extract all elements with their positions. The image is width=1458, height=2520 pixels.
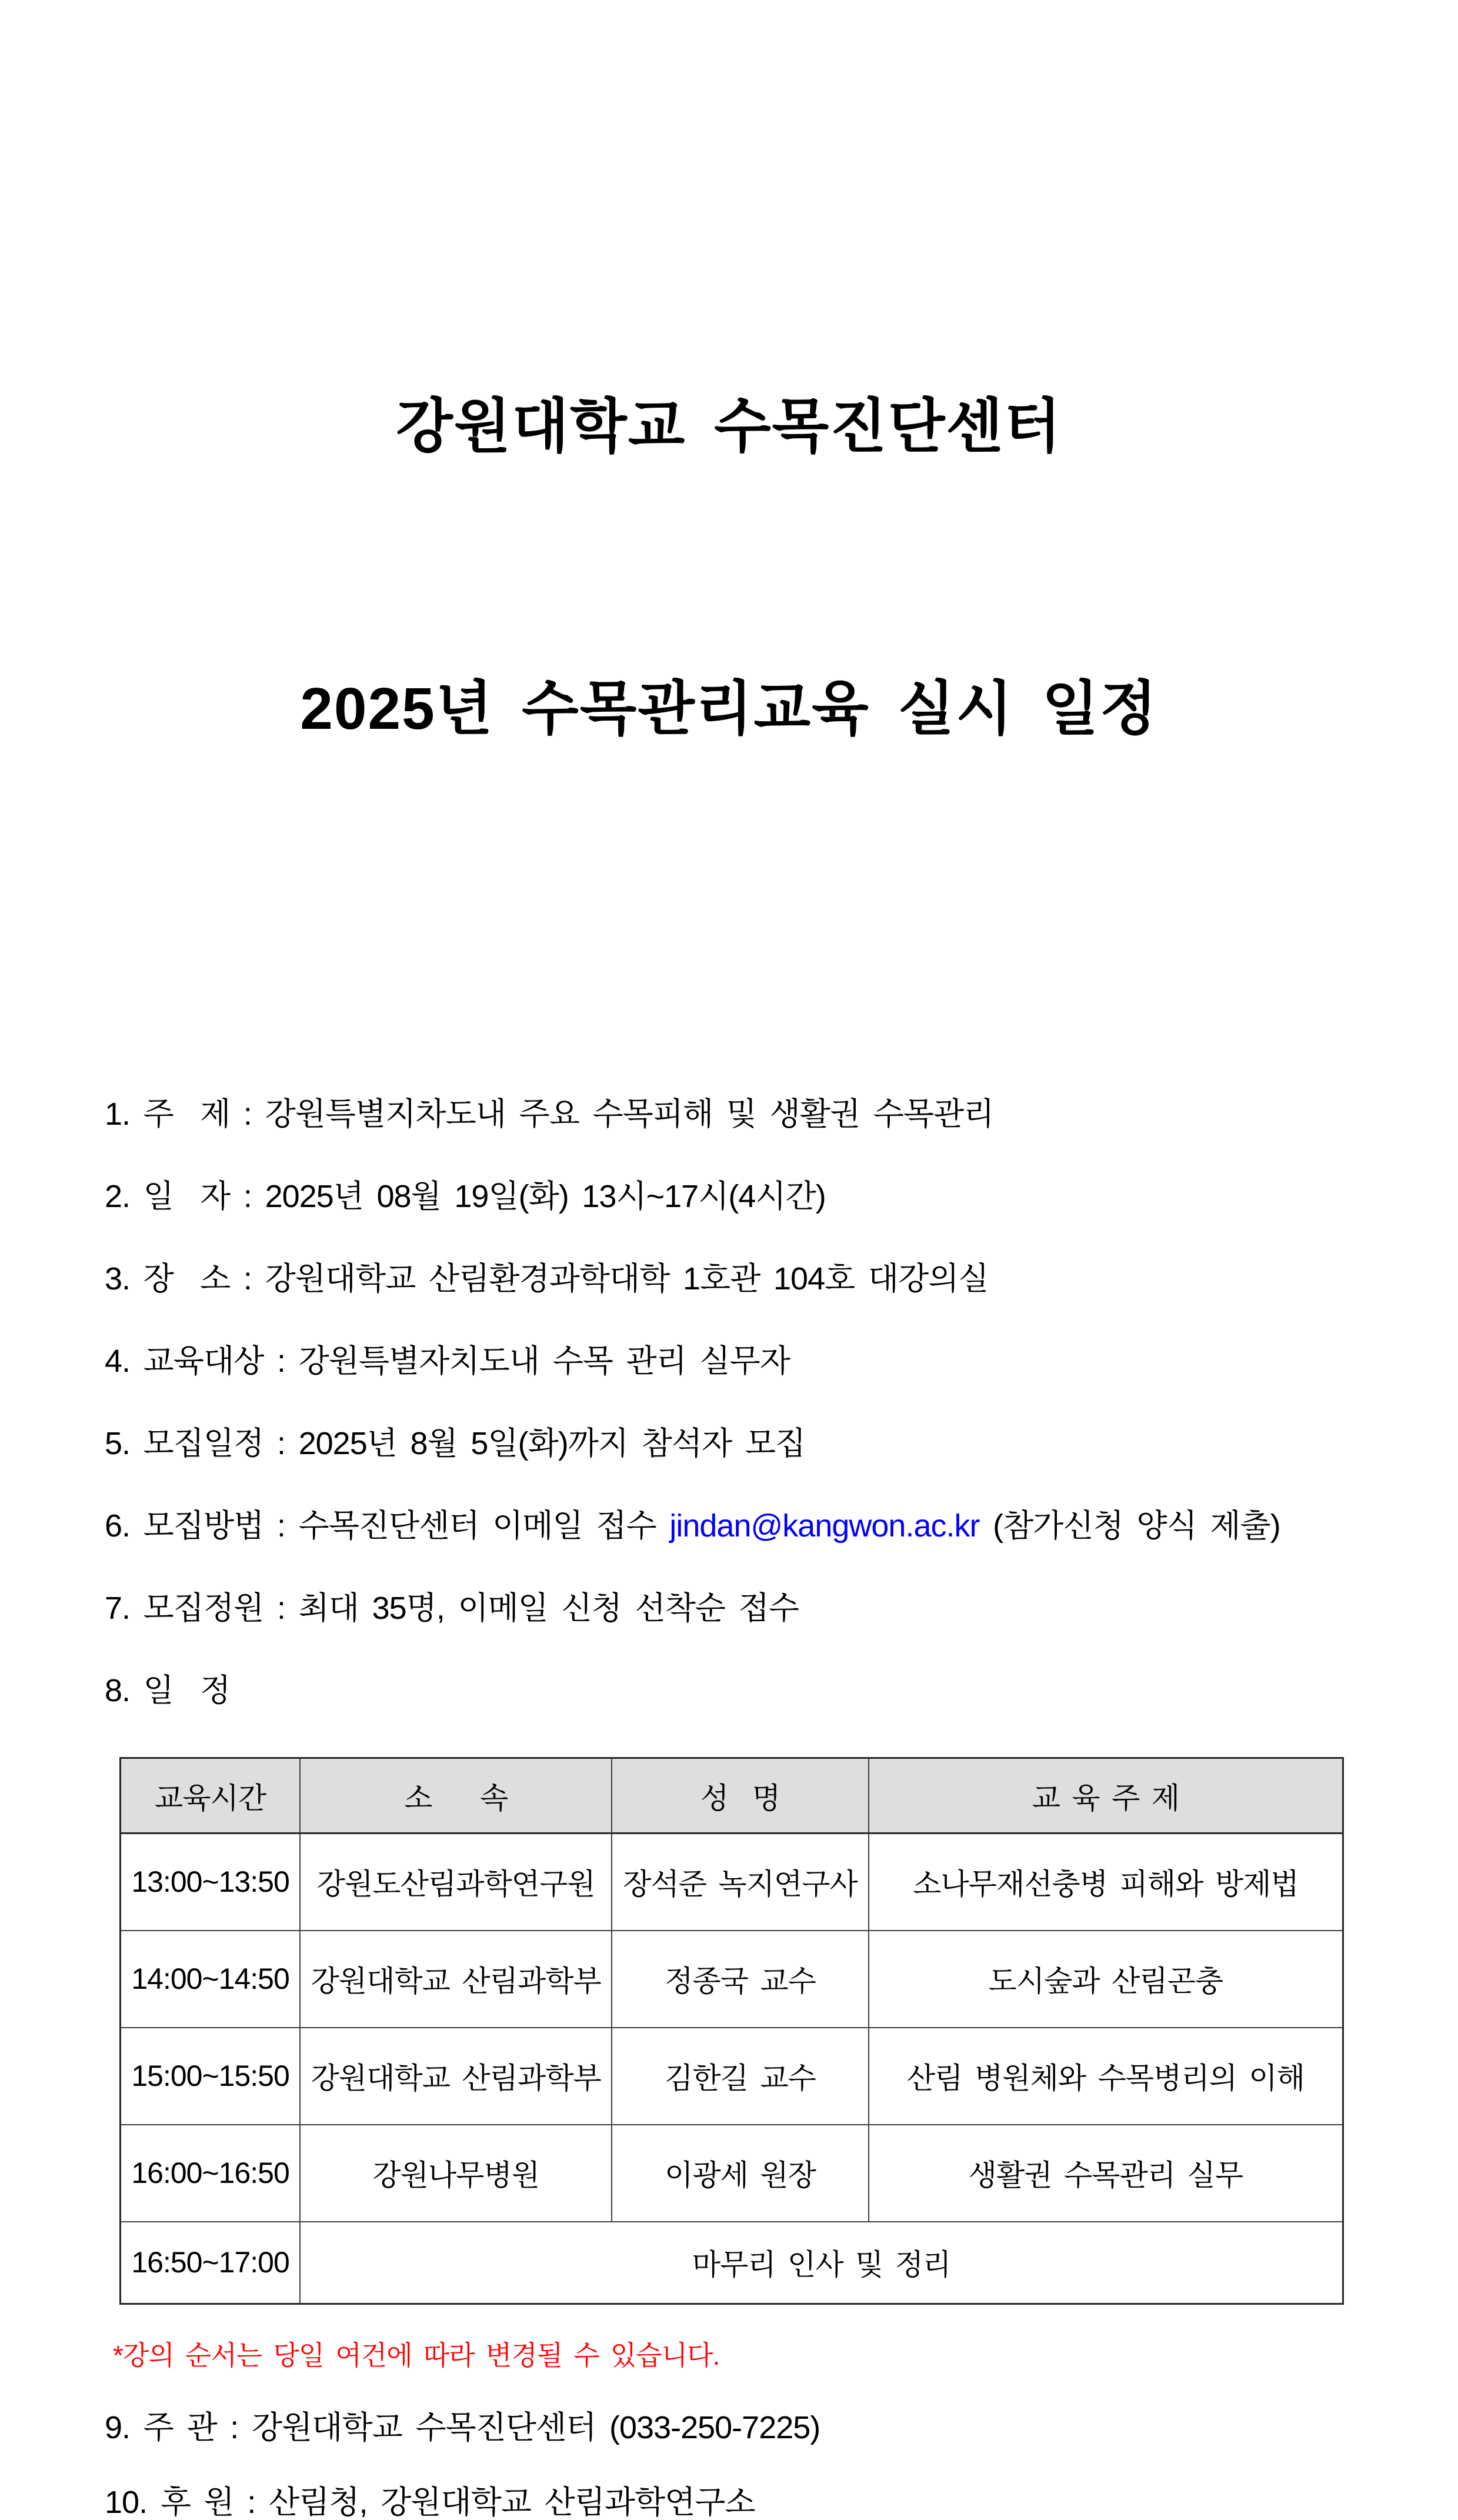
cell-topic: 소나무재선충병 피해와 방제법 xyxy=(869,1834,1343,1931)
title-line-1: 강원대학교 수목진단센터 xyxy=(396,394,1062,459)
cell-time: 14:00~14:50 xyxy=(121,1931,301,2028)
header-affiliation: 소 속 xyxy=(300,1758,612,1834)
schedule-change-note: *강의 순서는 당일 여건에 따라 변경될 수 있습니다. xyxy=(113,2340,720,2371)
cell-name: 이광세 원장 xyxy=(612,2125,869,2222)
email-link[interactable]: jindan@kangwon.ac.kr xyxy=(669,1508,980,1544)
list-item-audience: 4. 교육대상 : 강원특별자치도내 수목 관리 실무자 xyxy=(105,1344,790,1379)
header-name: 성 명 xyxy=(612,1758,869,1834)
cell-affiliation: 강원도산림과학연구원 xyxy=(300,1834,612,1931)
table-closing-row xyxy=(121,2222,1343,2304)
cell-name: 김한길 교수 xyxy=(612,2028,869,2125)
cell-topic: 생활권 수목관리 실무 xyxy=(869,2125,1343,2222)
cell-topic: 도시숲과 산림곤충 xyxy=(869,1931,1343,2028)
table-row xyxy=(121,2028,1343,2125)
cell-name: 정종국 교수 xyxy=(612,1931,869,2028)
list-item-recruit-method xyxy=(105,1510,1370,1542)
list-item-organizer: 9. 주 관 : 강원대학교 수목진단센터 (033-250-7225) xyxy=(105,2410,820,2445)
table-row xyxy=(121,2125,1343,2222)
list-item-date: 2. 일 자 : 2025년 08월 19일(화) 13시~17시(4시간) xyxy=(105,1179,826,1214)
title-line-2: 2025년 수목관리교육 실시 일정 xyxy=(300,676,1158,742)
info-list xyxy=(105,1098,1370,1706)
cell-affiliation: 강원나무병원 xyxy=(300,2125,612,2222)
table-row xyxy=(121,1834,1343,1931)
cell-time: 16:00~16:50 xyxy=(121,2125,301,2222)
list-item-sponsor: 10. 후 원 : 산림청, 강원대학교 산림과학연구소 xyxy=(105,2485,755,2520)
table-row xyxy=(121,1931,1343,2028)
schedule-table xyxy=(119,1757,1344,2305)
cell-time: 15:00~15:50 xyxy=(121,2028,301,2125)
cell-time: 13:00~13:50 xyxy=(121,1834,301,1931)
cell-affiliation: 강원대학교 산림과학부 xyxy=(300,1931,612,2028)
header-time: 교육시간 xyxy=(121,1758,301,1834)
table-header-row xyxy=(121,1758,1343,1834)
cell-topic: 산림 병원체와 수목병리의 이해 xyxy=(869,2028,1343,2125)
cell-name: 장석준 녹지연구사 xyxy=(612,1834,869,1931)
document-title xyxy=(0,0,1458,944)
cell-affiliation: 강원대학교 산림과학부 xyxy=(300,2028,612,2125)
list-item-capacity: 7. 모집정원 : 최대 35명, 이메일 신청 선착순 접수 xyxy=(105,1591,799,1626)
recruit-method-text: 6. 모집방법 : 수목진단센터 이메일 접수 xyxy=(105,1508,670,1544)
cell-time: 16:50~17:00 xyxy=(121,2222,301,2304)
list-item-subject: 1. 주 제 : 강원특별지차도내 주요 수목피해 및 생활권 수목관리 xyxy=(105,1096,994,1132)
list-item-place: 3. 장 소 : 강원대학교 산림환경과학대학 1호관 104호 대강의실 xyxy=(105,1261,989,1296)
header-topic: 교 육 주 제 xyxy=(869,1758,1343,1834)
recruit-method-suffix: (참가신청 양식 제출) xyxy=(979,1508,1280,1544)
list-item-recruit-period: 5. 모집일정 : 2025년 8월 5일(화)까지 참석자 모집 xyxy=(105,1426,806,1461)
list-item-schedule-heading: 8. 일 정 xyxy=(105,1673,231,1708)
cell-closing-label: 마무리 인사 및 정리 xyxy=(300,2222,1343,2304)
